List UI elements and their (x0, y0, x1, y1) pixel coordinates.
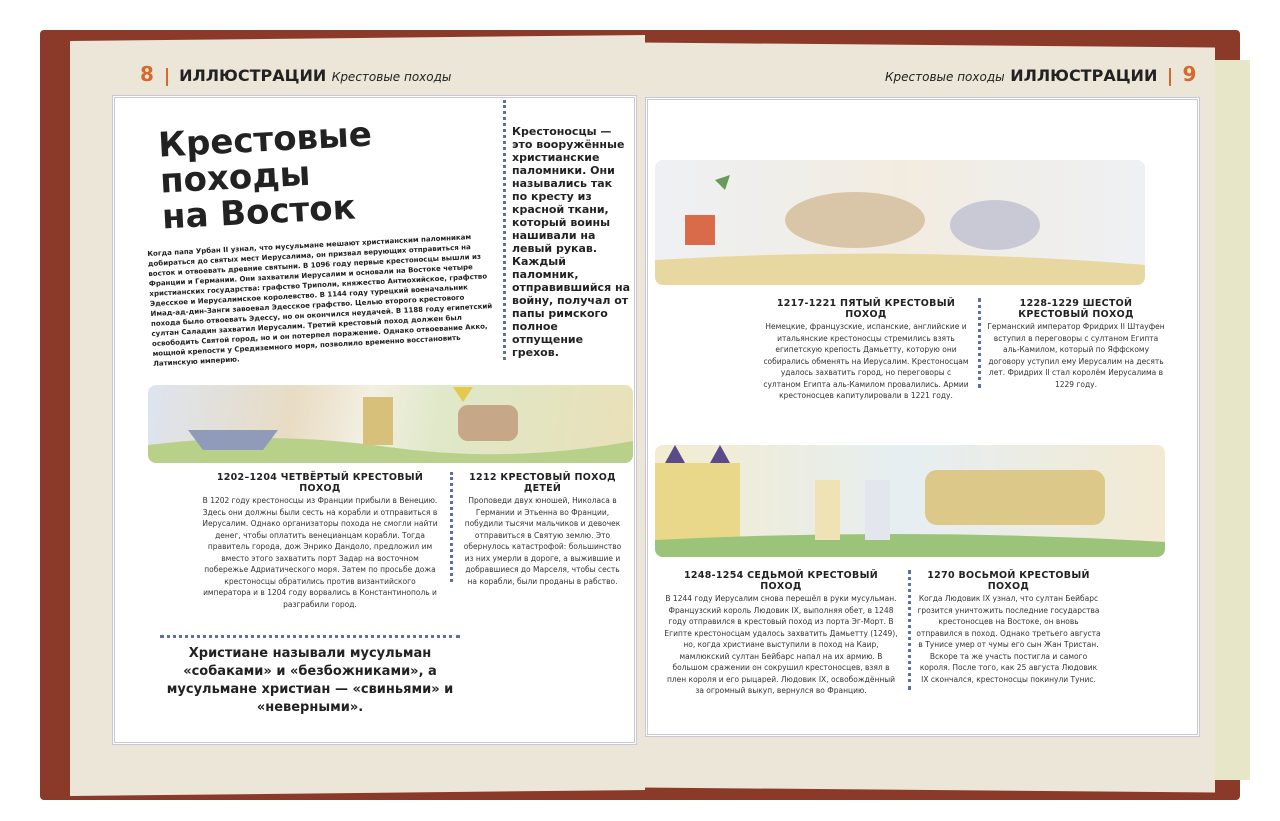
right-header (885, 62, 1196, 86)
illustration-battle (655, 160, 1145, 285)
section-title: 1248-1254 СЕДЬМОЙ КРЕСТОВЫЙ ПОХОД (684, 570, 878, 592)
section-fifth-crusade (762, 298, 970, 402)
bottom-quote: Христиане называли мусульман «собаками» и «безбожниками», а мусульмане христиан — «свиньями» и «неверными». (166, 646, 454, 715)
section-seventh-crusade (662, 570, 900, 697)
illustration-crusaders-march (148, 385, 633, 463)
divider (450, 472, 453, 582)
title-line: на Восток (160, 187, 357, 238)
section-fourth-crusade (200, 472, 440, 610)
section-children-crusade (460, 472, 625, 587)
divider (503, 100, 506, 360)
header-title: ИЛЛЮСТРАЦИИ (179, 66, 327, 85)
title-line: походы (159, 153, 312, 202)
divider (978, 298, 981, 388)
section-text: Когда Людовик IX узнал, что султан Бейбарс грозится уничтожить последние государства крестоносцев на Востоке, он вновь отправился в поход. Однако третьего августа в Тунисе умер от чумы его сын Жан Тристан. Вскоре та же участь постигла и самого короля. После того, как 25 августа Людовик IX скончался, крестоносцы покинули Тунис. (916, 594, 1101, 684)
header-title: ИЛЛЮСТРАЦИИ (1010, 66, 1158, 85)
section-title: 1217-1221 ПЯТЫЙ КРЕСТОВЫЙ ПОХОД (776, 298, 956, 320)
header-separator (166, 68, 168, 86)
section-title: 1228-1229 ШЕСТОЙ КРЕСТОВЫЙ ПОХОД (1018, 298, 1134, 320)
header-subtitle: Крестовые походы (331, 70, 452, 84)
section-title: 1270 ВОСЬМОЙ КРЕСТОВЫЙ ПОХОД (927, 570, 1090, 592)
page-number: 8 (140, 62, 154, 86)
section-title: 1202–1204 ЧЕТВЁРТЫЙ КРЕСТОВЫЙ ПОХОД (216, 472, 424, 494)
section-text: Немецкие, французские, испанские, английские и итальянские крестоносцы стремились взять египетскую крепость Дамьетту, которую они собирались обменять на Иерусалим. Крестоносцам удалось захватить город, но переговоры с султаном Египта аль-Камилом провалились. Армии крестоносцев капитулировали в 1221 году. (763, 322, 969, 400)
page-title (157, 114, 376, 238)
sidebar-quote: Крестоносцы — это вооружённые христианские паломники. Они назывались так по кресту из красной ткани, который воины нашивали на левый рукав. Каждый паломник, отправившийся на войну, получал от папы римского полное отпущение грехов. (512, 125, 630, 359)
title-line: Крестовые (157, 114, 373, 166)
header-separator (1169, 68, 1171, 86)
left-header (140, 62, 451, 86)
intro-text: Когда папа Урбан II узнал, что мусульмане мешают христианским паломникам добираться до святых мест Иерусалима, он призвал верующих отправиться на восток и отвоевать древние святыни. В 1096 году первые крестоносцы вышли из Франции и Германии. Они захватили Иерусалим и основали на Востоке четыре христианских государства: графство Триполи, княжество Антиохийское, графство Эдесское и Иерусалимское королевство. В 1144 году турецкий военачальник Имад-ад-дин-Занги завоевал Эдесское графство. Целью второго крестового похода было отвоевать Эдессу, но он окончился неудачей. В 1188 году египетский султан Саладин захватил Иерусалим. Третий крестовый поход должен был освободить Святой город, но и он потерпел поражение. Однако отвоевание Акко, мощной крепости у Средиземного моря, позволило временно восстановить Латинскую империю. (147, 233, 493, 368)
section-sixth-crusade (986, 298, 1166, 390)
page-number: 9 (1182, 62, 1197, 86)
section-text: В 1202 году крестоносцы из Франции прибыли в Венецию. Здесь они должны были сесть на корабли и отправиться в Иерусалим. Однако организаторы похода не смогли найти денег, чтобы оплатить венецианцам корабли. Тогда правитель города, дож Энрико Дандоло, предложил им вместо этого захватить порт Задар на восточном побережье Адриатического моря. Затем по просьбе дожа крестоносцы обратились против византийского императора и в 1204 году ворвались в Константинополь и разграбили город. (202, 496, 438, 609)
section-text: Проповеди двух юношей, Николаса в Германии и Этьенна во Франции, побудили тысячи мальчиков и девочек отправиться в Святую землю. Это обернулось катастрофой: большинство из них умерли в дороге, а выжившие и добравшиеся до Марселя, чтобы сесть на корабли, были проданы в рабство. (463, 496, 622, 586)
header-subtitle: Крестовые походы (885, 70, 1005, 84)
illustration-castle-ship (655, 445, 1165, 557)
divider (908, 570, 911, 690)
section-title: 1212 КРЕСТОВЫЙ ПОХОД ДЕТЕЙ (469, 472, 616, 494)
section-text: В 1244 году Иерусалим снова перешёл в руки мусульман. Французский король Людовик IX, выполняя обет, в 1248 году отправился в крестовый поход из порта Эг-Морт. В Египте крестоносцам удалось захватить Дамьетту (1249), но, когда христиане выступили в поход на Каир, мамлюкский султан Бейбарс напал на их армию. В большом сражении он сокрушил крестоносцев, взял в плен короля и его рыцарей. Людовик IX, освобождённый за огромный выкуп, вернулся во Францию. (664, 594, 898, 695)
section-text: Германский император Фридрих II Штауфен вступил в переговоры с султаном Египта аль-Камилом, который по Яффскому договору уступил ему Иерусалим на десять лет. Фридрих II стал королём Иерусалима в 1229 году. (987, 322, 1165, 389)
divider (160, 635, 460, 638)
section-eighth-crusade (916, 570, 1101, 685)
